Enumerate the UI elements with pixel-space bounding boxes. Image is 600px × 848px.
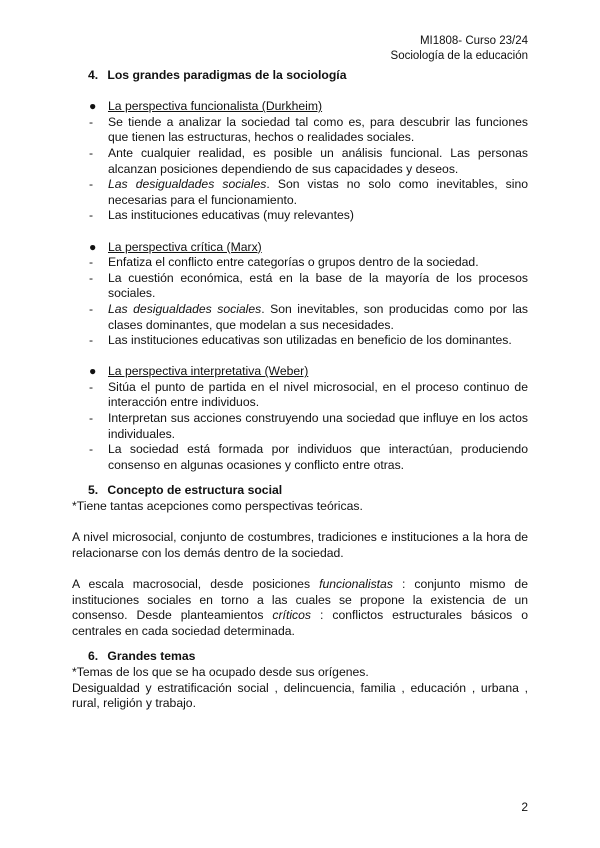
header-subject: Sociología de la educación xyxy=(390,50,528,62)
list-item: - Enfatiza el conflicto entre categorías o grupos dentro de la sociedad. xyxy=(89,255,479,270)
list-item: - Sitúa el punto de partida en el nivel microsocial, en el proceso continuo de interacción entre individuos. xyxy=(89,379,528,410)
list-item: - Las instituciones educativas (muy relevantes) xyxy=(89,208,354,223)
bullet-title: La perspectiva crítica (Marx) xyxy=(108,239,262,254)
list-item: - Interpretan sus acciones construyendo una sociedad que influye en los actos individuales. xyxy=(89,411,528,441)
section-6-heading: 6. Grandes temas xyxy=(88,649,196,664)
section-5-heading: 5. Concepto de estructura social xyxy=(88,483,283,498)
list-item: - Las desigualdades sociales. Son vistas no solo como inevitables, sino necesarias para el funcionamiento. xyxy=(89,177,528,207)
bullet-title: La perspectiva funcionalista (Durkheim) xyxy=(108,99,323,114)
list-item: - La sociedad está formada por individuos que interactúan, produciendo consenso en algunas ocasiones y conflicto entre otras. xyxy=(89,442,528,472)
section-5-note: *Tiene tantas acepciones como perspectivas teóricas. xyxy=(72,499,363,514)
page-header xyxy=(391,34,528,64)
list-item: - Se tiende a analizar la sociedad tal como es, para descubrir las funciones que tienen las estructuras, hechos o realidades sociales. xyxy=(89,114,528,145)
paragraph-microsocial: A nivel microsocial, conjunto de costumbres, tradiciones e instituciones a la hora de relacionarse con los demás dentro de la sociedad. xyxy=(72,530,528,560)
header-course: MI1808- Curso 23/24 xyxy=(419,35,528,47)
bullet-funcionalista: ● La perspectiva funcionalista (Durkheim) xyxy=(89,99,323,114)
paragraph-macrosocial: A escala macrosocial, desde posiciones funcionalistas : conjunto mismo de instituciones sociales en torno a las cuales se propone la existencia de un consenso. Desde planteamientos críticos : conflictos estructurales básicos o centrales en cada sociedad determinada. xyxy=(72,577,528,638)
page-content xyxy=(72,68,528,712)
section-6-note: *Temas de los que se ha ocupado desde sus orígenes. xyxy=(72,664,369,679)
paragraph-topics: Desigualdad y estratificación social , delincuencia, familia , educación , urbana , rural, religión y trabajo. xyxy=(72,680,528,711)
bullet-interpretativa: ● La perspectiva interpretativa (Weber) xyxy=(89,364,309,379)
list-item: - La cuestión económica, está en la base de la mayoría de los procesos sociales. xyxy=(89,270,528,301)
section-4-heading: 4. Los grandes paradigmas de la sociología xyxy=(88,68,347,82)
list-item: - Las instituciones educativas son utilizadas en beneficio de los dominantes. xyxy=(89,333,512,348)
bullet-title: La perspectiva interpretativa (Weber) xyxy=(108,364,309,379)
list-item: - Ante cualquier realidad, es posible un análisis funcional. Las personas alcanzan posiciones dependiendo de sus capacidades y deseos. xyxy=(89,145,528,176)
bullet-critica: ● La perspectiva crítica (Marx) xyxy=(89,239,262,254)
list-item: - Las desigualdades sociales. Son inevitables, son producidas como por las clases dominantes, que modelan a sus necesidades. xyxy=(89,301,528,332)
page-number: 2 xyxy=(521,800,528,814)
